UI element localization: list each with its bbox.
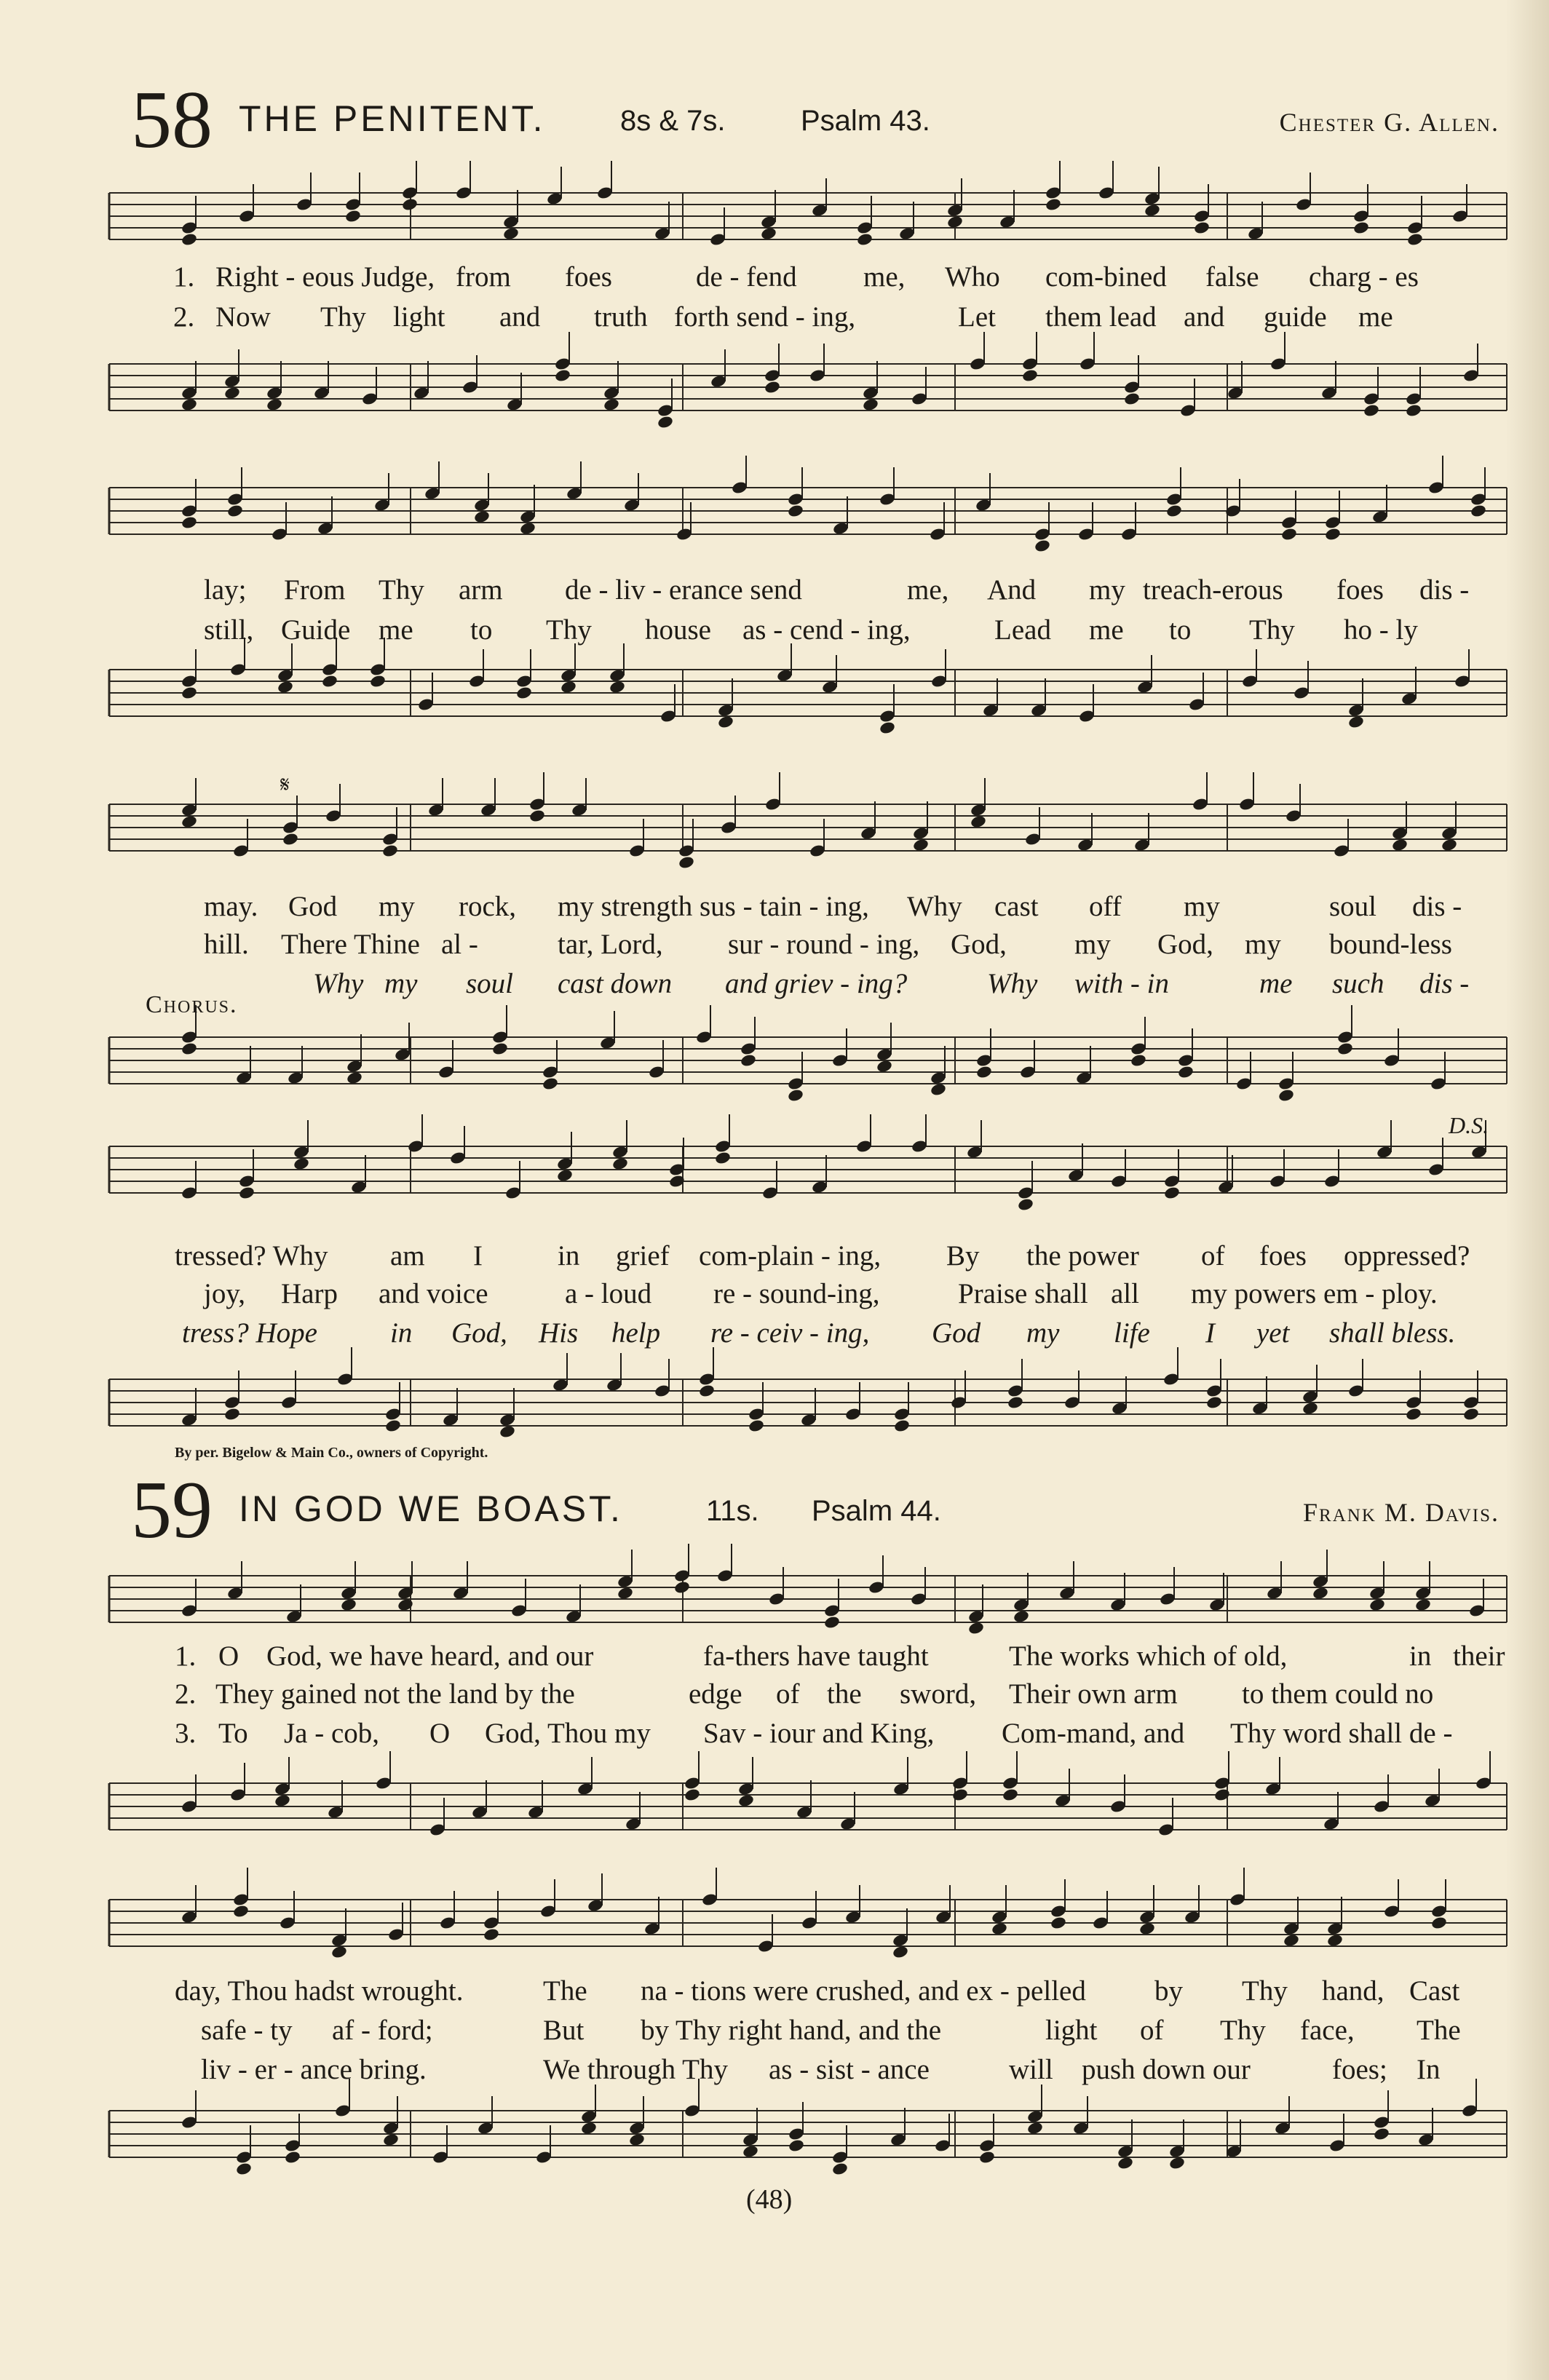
- chorus-label: Chorus.: [146, 991, 238, 1018]
- lyric-line: 3. To Ja - cob, O God, Thou my Sav - iour and King, Com-mand, and Thy word shall de -: [109, 1715, 1514, 1753]
- lyric-line: still, Guide me to Thy house as - cend - ing, Lead me to Thy ho - ly: [204, 614, 1418, 646]
- verse-number: 1.: [173, 261, 195, 293]
- lyric-line-chorus: Why my soul cast down and griev - ing? Why with - in me such dis -: [313, 968, 1470, 999]
- ds-label: D.S.: [1449, 1112, 1489, 1138]
- lyric-line: day, Thou hadst wrought. The na - tions were crushed, and ex - pelled by Thy hand, Cast: [175, 1975, 1460, 2007]
- staff-bass: [109, 1761, 1514, 1871]
- lyric-line: tressed? Why am I in grief com-plain - ing, By the power of foes oppressed?: [175, 1240, 1470, 1272]
- page-number: (48): [746, 2184, 793, 2215]
- hymn-title: IN GOD WE BOAST.: [239, 1488, 623, 1529]
- lyric-line: liv - er - ance bring. We through Thy as - sist - ance will push down our foes; In: [201, 2054, 1441, 2085]
- hymn-59-header: [131, 1467, 1500, 1554]
- lyric-line: 2. Now Thy light and truth forth send - ing, Let them lead and guide me: [109, 298, 1514, 336]
- lyric-line-chorus: tress? Hope in God, His help re - ceiv - ing, God my life I yet shall bless.: [182, 1317, 1456, 1349]
- hymn-meter: 11s.: [706, 1495, 759, 1527]
- verse-number: 2.: [173, 301, 195, 333]
- hymn-composer: Chester G. Allen.: [1279, 108, 1500, 137]
- staff-bass: [109, 342, 1514, 451]
- lyric-line: 1. O God, we have heard, and our fa-thers have taught The works which of old, in their: [109, 1638, 1514, 1675]
- staff-bass: [109, 1015, 1514, 1124]
- staff-bass: [109, 648, 1514, 757]
- hymn-psalm: Psalm 43.: [801, 105, 930, 137]
- verse-number: 2.: [175, 1678, 197, 1710]
- lyric-line: safe - ty af - ford; But by Thy right hand, and the light of Thy face, The: [201, 2015, 1461, 2046]
- page-edge-shadow: [1505, 0, 1549, 2380]
- lyric-line: lay; From Thy arm de - liv - erance send me, And my treach-erous foes dis -: [204, 574, 1470, 606]
- lyric-line: may. God my rock, my strength sus - tain - ing, Why cast off my soul dis -: [204, 891, 1462, 922]
- copyright-credit: By per. Bigelow & Main Co., owners of Copyright.: [175, 1445, 488, 1461]
- lyric-line: 2. They gained not the land by the edge of the sword, Their own arm to them could no: [109, 1675, 1514, 1713]
- lyric-line: joy, Harp and voice a - loud re - sound-ing, Praise shall all my powers em - ploy.: [204, 1278, 1438, 1309]
- hymn-psalm: Psalm 44.: [812, 1495, 941, 1527]
- staff-treble: [109, 1124, 1514, 1248]
- hymn-title: THE PENITENT.: [239, 98, 546, 139]
- segno-sign: 𝄋: [280, 773, 290, 797]
- hymn-58-header: [131, 76, 1500, 164]
- staff-bass: [109, 2089, 1514, 2191]
- verse-number: 3.: [175, 1718, 197, 1749]
- lyric-line: hill. There Thine al - tar, Lord, sur - round - ing, God, my God, my bound-less: [204, 929, 1452, 960]
- hymn-number: 58: [131, 75, 213, 165]
- hymn-meter: 8s & 7s.: [620, 105, 726, 137]
- hymn-number: 59: [131, 1465, 213, 1555]
- verse-number: 1.: [175, 1641, 197, 1672]
- hymn-composer: Frank M. Davis.: [1303, 1498, 1500, 1527]
- lyric-line: 1. Right - eous Judge, from foes de - fend me, Who com-bined false charg - es: [109, 258, 1514, 296]
